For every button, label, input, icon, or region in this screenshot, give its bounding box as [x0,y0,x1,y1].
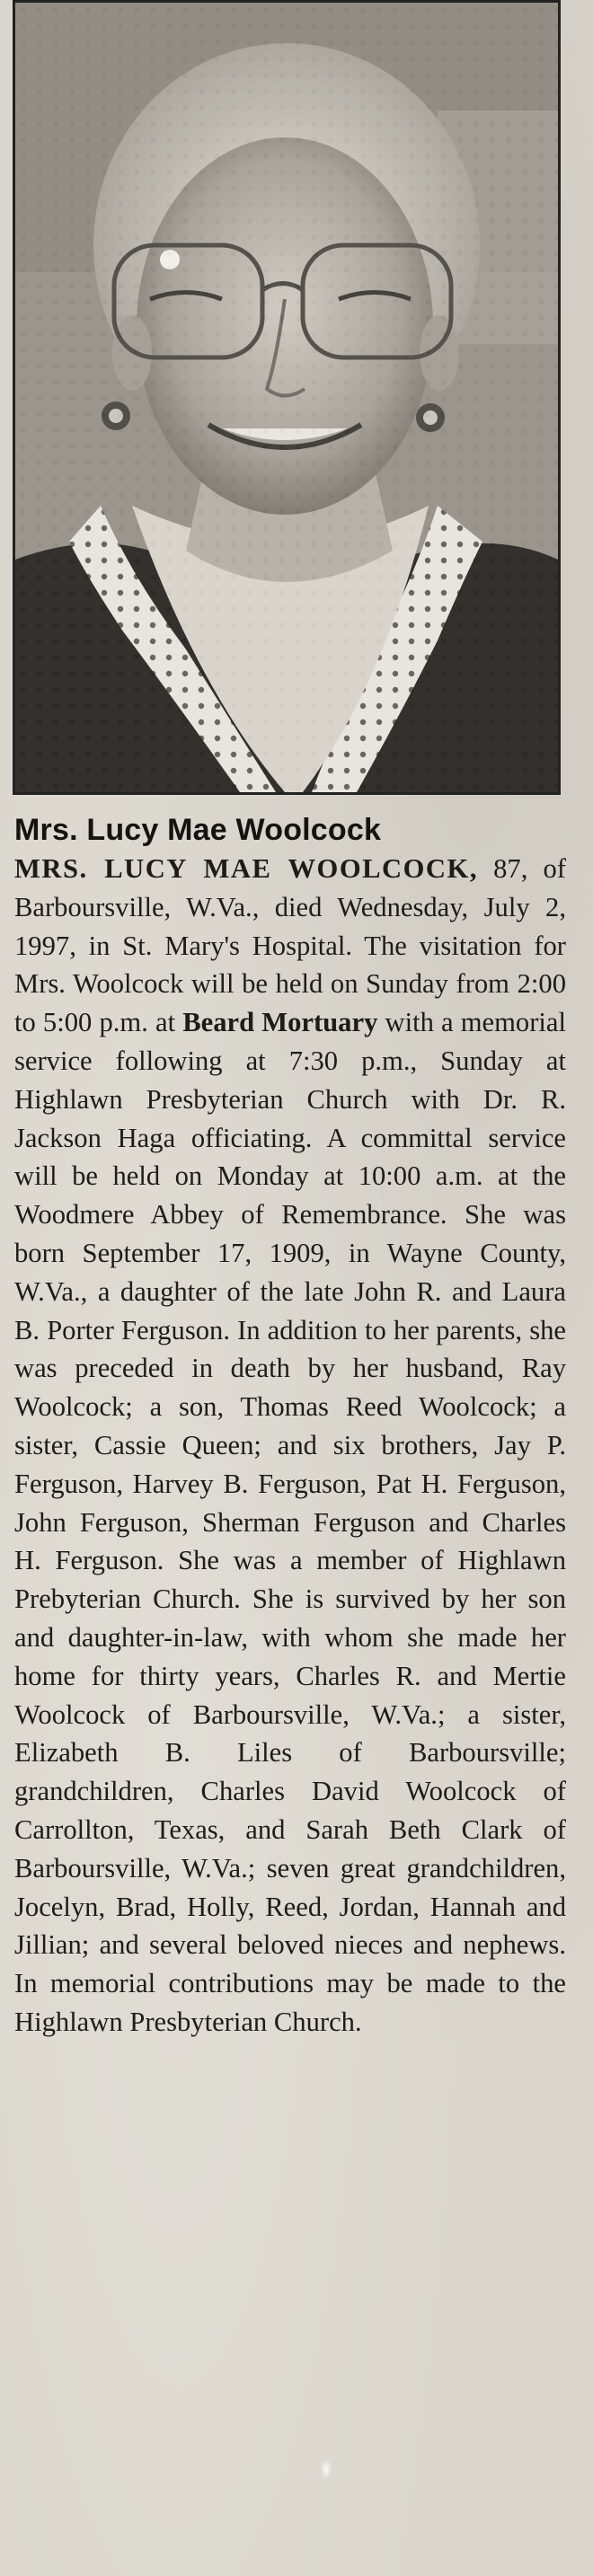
paper-speck [320,2459,332,2479]
obituary-headline: Mrs. Lucy Mae Woolcock [14,813,382,847]
obituary-body [14,850,566,2042]
portrait-illustration [15,3,558,792]
obituary-text-part-1: 87, of Barboursville, W.Va., died Wednesday, July 2, 1997, in St. Mary's Hospital. The visitation for Mrs. Woolcock will be held on Sunday from 2:00 to 5:00 p.m. at [14,853,566,1038]
funeral-home-name: Beard Mortuary [182,1007,378,1038]
portrait-photo [13,0,561,795]
obituary-lead-name: MRS. LUCY MAE WOOLCOCK, [14,853,478,884]
obituary-text-part-2: with a memorial service following at 7:30 p.m., Sunday at Highlawn Presbyterian Church with Dr. R. Jackson Haga officiating. A committal service will be held on Monday at 10:00 a.m. at the Woodmere Abbey of Remembrance. She was born September 17, 1909, in Wayne County, W.Va., a daughter of the late John R. and Laura B. Porter Ferguson. In addition to her parents, she was preceded in death by her husband, Ray Woolcock; a son, Thomas Reed Woolcock; a sister, Cassie Queen; and six brothers, Jay P. Ferguson, Harvey B. Ferguson, Pat H. Ferguson, John Ferguson, Sherman Ferguson and Charles H. Ferguson. She was a member of Highlawn Prebyterian Church. She is survived by her son and daughter-in-law, with whom she made her home for thirty years, Charles R. and Mertie Woolcock of Barboursville, W.Va.; a sister, Elizabeth B. Liles of Barboursville; grandchildren, Charles David Woolcock of Carrollton, Texas, and Sarah Beth Clark of Barboursville, W.Va.; seven great grandchildren, Jocelyn, Brad, Holly, Reed, Jordan, Hannah and Jillian; and several beloved nieces and nephews. In memorial contributions may be made to the Highlawn Presbyterian Church. [14,1007,566,2037]
